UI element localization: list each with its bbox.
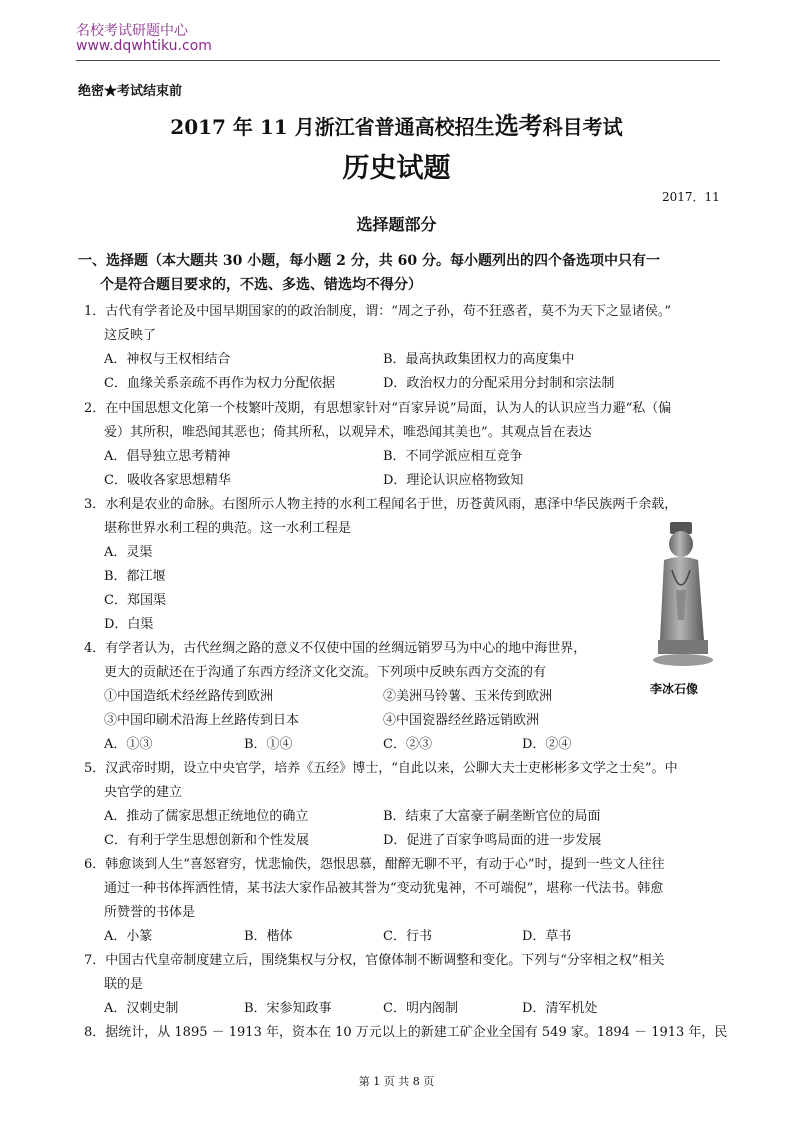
title-post: 科目考试 xyxy=(542,115,623,139)
part-title: 选择题部分 xyxy=(356,215,437,234)
q4-item-2: ②美洲马铃薯、玉米传到欧洲 xyxy=(383,689,553,704)
q4-option-c: C．②③ xyxy=(383,737,432,752)
header-rule xyxy=(76,60,720,61)
q5-option-d: D．促进了百家争鸣局面的进一步发展 xyxy=(383,833,602,848)
q2-option-b: B．不同学派应相互竞争 xyxy=(383,449,523,464)
page-number: 第 1 页 共 8 页 xyxy=(358,1075,435,1088)
q4-stem-2: 更大的贡献还在于沟通了东西方经济文化交流。下列项中反映东西方交流的有 xyxy=(104,665,547,680)
q6-stem-1: 6．韩愈谈到人生“喜怒窘穷，忧悲愉佚，怨恨思慕，酣醉无聊不平，有动于心”时，提到一些文人往往 xyxy=(84,857,665,872)
q6-option-a: A．小篆 xyxy=(104,929,153,944)
watermark-name: 名校考试研题中心 xyxy=(76,23,188,39)
q5-option-b: B．结束了大富豪子嗣垄断官位的局面 xyxy=(383,809,601,824)
q7-stem-2: 联的是 xyxy=(104,977,144,992)
q4-item-3: ③中国印刷术沿海上丝路传到日本 xyxy=(104,713,300,728)
q1-option-b: B．最高执政集团权力的高度集中 xyxy=(383,352,575,367)
q4-item-4: ④中国瓷器经丝路远销欧洲 xyxy=(383,713,540,728)
secret-label: 绝密★考试结束前 xyxy=(78,84,183,99)
q2-option-c: C．吸收各家思想精华 xyxy=(104,473,231,488)
q7-option-d: D．清军机处 xyxy=(522,1001,598,1016)
q5-option-c: C．有利于学生思想创新和个性发展 xyxy=(104,833,309,848)
q3-stem-1: 3．水利是农业的命脉。右图所示人物主持的水利工程闻名于世，历苍黄风雨，惠泽中华民族两千余载， xyxy=(84,497,678,512)
q6-option-b: B．楷体 xyxy=(244,929,293,944)
q3-option-b: B．都江堰 xyxy=(104,569,166,584)
q5-stem-2: 央官学的建立 xyxy=(104,785,183,800)
q6-stem-2: 通过一种书体挥洒性情，某书法大家作品被其誉为“变动犹鬼神，不可端倪”，堪称一代法书。韩愈 xyxy=(104,881,664,896)
subject-title: 历史试题 xyxy=(342,153,451,184)
q4-option-a: A．①③ xyxy=(104,737,153,752)
title-emph: 选考 xyxy=(494,111,543,140)
exam-title xyxy=(0,106,793,141)
q4-option-d: D．②④ xyxy=(522,737,572,752)
q6-option-d: D．草书 xyxy=(522,929,572,944)
q2-stem-2: 爱）其所积，唯恐闻其恶也；倚其所私，以观异术，唯恐闻其美也”。其观点旨在表达 xyxy=(104,425,592,440)
q3-stem-2: 堪称世界水利工程的典范。这一水利工程是 xyxy=(104,521,352,536)
q8-stem-1: 8．据统计，从 1895 － 1913 年，资本在 10 万元以上的新建工矿企业全国有 549 家。1894 － 1913 年，民 xyxy=(84,1025,728,1040)
q2-option-a: A．倡导独立思考精神 xyxy=(104,449,231,464)
q7-stem-1: 7．中国古代皇帝制度建立后，围绕集权与分权，官僚体制不断调整和变化。下列与“分宰相之权”相关 xyxy=(84,953,665,968)
watermark-url: www.dqwhtiku.com xyxy=(76,38,212,54)
section-line-1: 一、选择题（本大题共 30 小题，每小题 2 分，共 60 分。每小题列出的四个备选项中只有一 xyxy=(78,253,660,269)
q3-option-a: A．灵渠 xyxy=(104,545,153,560)
q6-stem-3: 所赞誉的书体是 xyxy=(104,905,196,920)
q3-option-c: C．郑国渠 xyxy=(104,593,166,608)
q5-stem-1: 5．汉武帝时期，设立中央官学，培养《五经》博士，“自此以来，公聊大夫士吏彬彬多文学之士矣”。中 xyxy=(84,761,678,776)
q1-option-a: A．神权与王权相结合 xyxy=(104,352,231,367)
q4-item-1: ①中国造纸术经丝路传到欧洲 xyxy=(104,689,274,704)
q7-option-a: A．汉刺史制 xyxy=(104,1001,179,1016)
q1-option-d: D．政治权力的分配采用分封制和宗法制 xyxy=(383,376,615,391)
q3-option-d: D．白渠 xyxy=(104,617,154,632)
exam-date: 2017．11 xyxy=(662,190,720,204)
q1-stem-1: 1．古代有学者论及中国早期国家的的政治制度，谓：“周之子孙，苟不狂惑者，莫不为天下之显诸侯。” xyxy=(84,304,672,319)
title-pre: 2017 年 11 月浙江省普通高校招生 xyxy=(170,115,495,139)
q2-stem-1: 2．在中国思想文化第一个枝繁叶茂期，有思想家针对“百家异说”局面，认为人的认识应当力避“私（偏 xyxy=(84,401,672,416)
q7-option-c: C．明内阁制 xyxy=(383,1001,458,1016)
li-bing-statue-image xyxy=(650,520,716,668)
q5-option-a: A．推动了儒家思想正统地位的确立 xyxy=(104,809,309,824)
figure-caption: 李冰石像 xyxy=(650,682,699,696)
q4-stem-1: 4．有学者认为，古代丝绸之路的意义不仅使中国的丝绸远销罗马为中心的地中海世界， xyxy=(84,641,587,656)
q2-option-d: D．理论认识应格物致知 xyxy=(383,473,524,488)
q1-stem-2: 这反映了 xyxy=(104,328,157,343)
q4-option-b: B．①④ xyxy=(244,737,293,752)
q7-option-b: B．宋参知政事 xyxy=(244,1001,332,1016)
q1-option-c: C．血缘关系亲疏不再作为权力分配依据 xyxy=(104,376,335,391)
q6-option-c: C．行书 xyxy=(383,929,432,944)
section-line-2: 个是符合题目要求的，不选、多选、错选均不得分） xyxy=(100,277,422,293)
